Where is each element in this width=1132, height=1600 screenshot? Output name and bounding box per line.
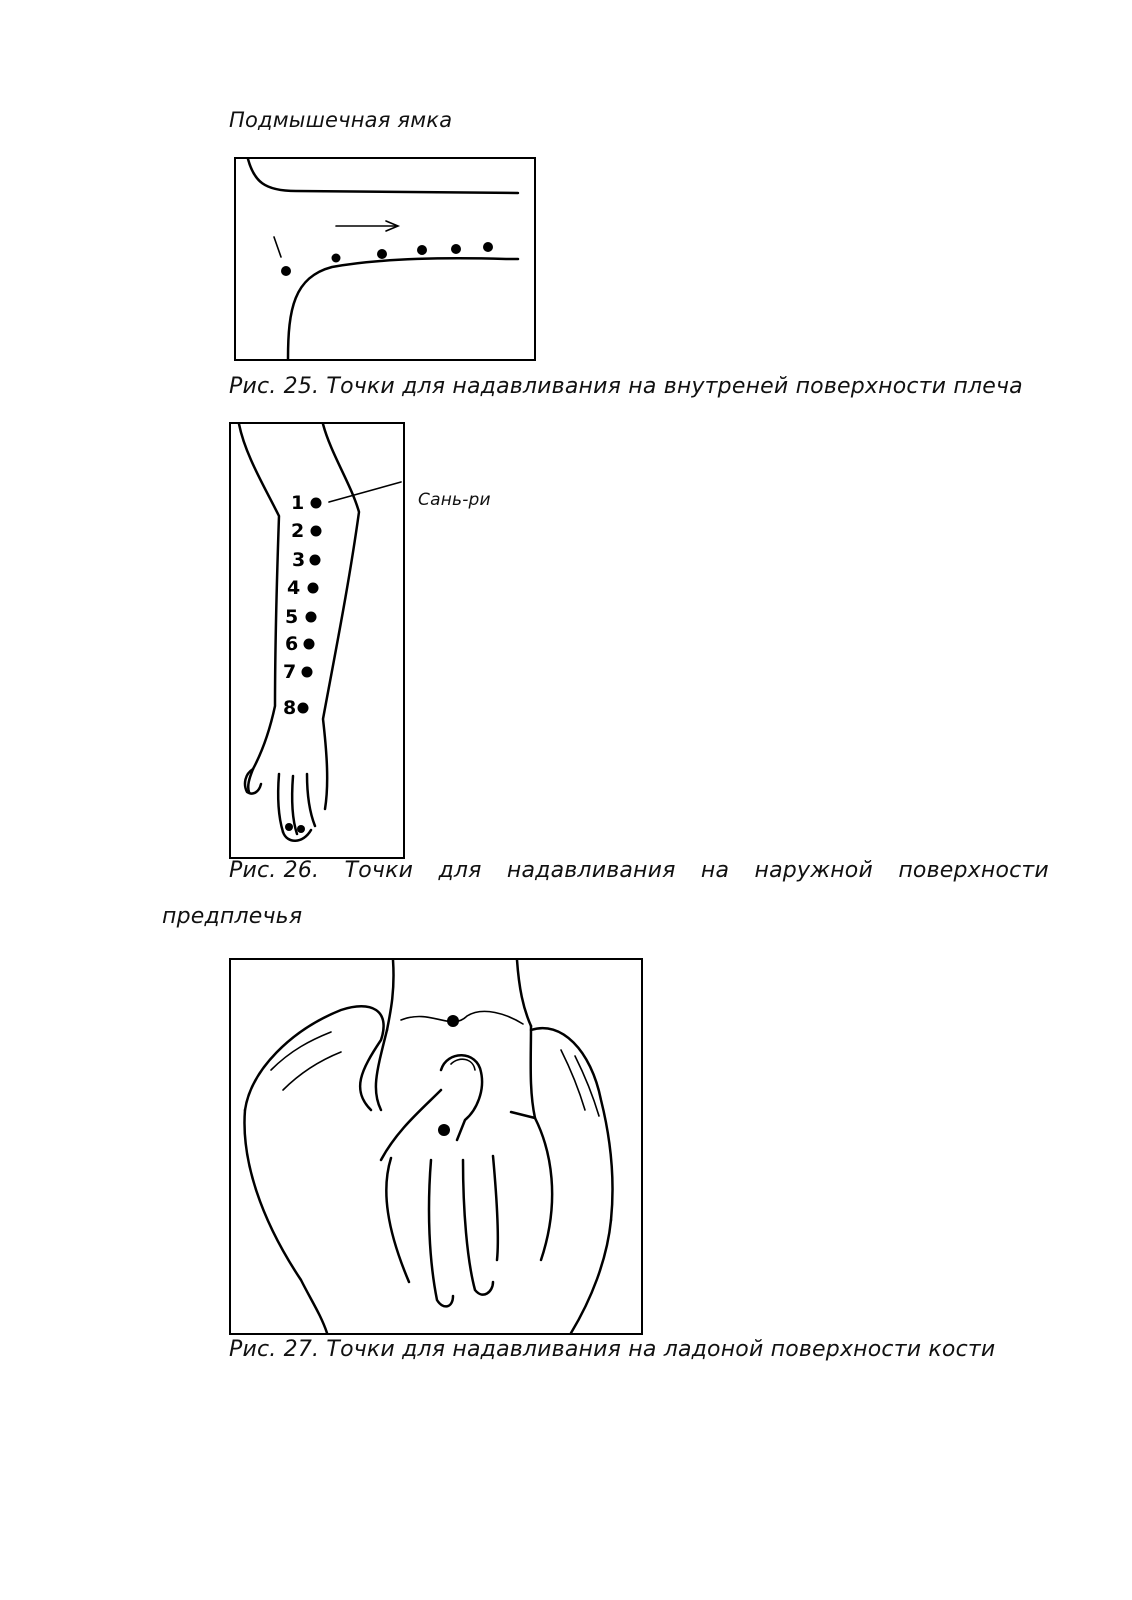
figure-26-drawing bbox=[231, 424, 403, 857]
forearm-left-contour bbox=[239, 424, 279, 792]
support-hand-right-outer bbox=[571, 1220, 611, 1333]
pressing-thumb-nail bbox=[451, 1059, 475, 1070]
figure-25-caption: Рис. 25. Точки для надавливания на внутреней поверхности плеча bbox=[229, 374, 1023, 399]
support-hand-right-inner bbox=[535, 1118, 552, 1260]
caption-word: для bbox=[438, 858, 482, 883]
finger-middle bbox=[429, 1160, 453, 1306]
pressure-point bbox=[417, 245, 427, 255]
support-hand-right-lines bbox=[561, 1050, 599, 1116]
point-7 bbox=[302, 667, 313, 678]
pressure-point bbox=[451, 244, 461, 254]
finger-ring bbox=[463, 1160, 493, 1295]
palm-right-edge bbox=[511, 1026, 535, 1118]
point-label-7: 7 bbox=[283, 661, 297, 683]
support-hand-right bbox=[531, 1028, 613, 1220]
figure-25-drawing bbox=[236, 159, 534, 359]
point-2 bbox=[311, 526, 322, 537]
pressure-point bbox=[438, 1124, 450, 1136]
point-1 bbox=[311, 498, 322, 509]
point-label-4: 4 bbox=[287, 577, 301, 599]
wrist-right bbox=[517, 960, 531, 1026]
palm-crease bbox=[401, 1011, 523, 1024]
finger-3 bbox=[307, 774, 315, 826]
finger-index bbox=[386, 1158, 409, 1282]
fingertip-nail bbox=[285, 823, 293, 831]
forearm-right-contour bbox=[323, 424, 359, 809]
fingertip-nail bbox=[297, 825, 305, 833]
point-label-6: 6 bbox=[285, 633, 299, 655]
caption-word: Точки bbox=[344, 858, 414, 883]
caption-word: надавливания bbox=[506, 858, 676, 883]
point-label-5: 5 bbox=[285, 606, 299, 628]
caption-word: наружной bbox=[754, 858, 873, 883]
figure-26-caption-line-2: предплечья bbox=[162, 904, 303, 929]
finger-2 bbox=[292, 776, 297, 834]
point-label-3: 3 bbox=[292, 549, 306, 571]
caption-word: на bbox=[700, 858, 730, 883]
pressure-point bbox=[281, 266, 291, 276]
arm-lower-contour bbox=[288, 258, 518, 359]
point-8 bbox=[298, 703, 309, 714]
point-4 bbox=[308, 583, 319, 594]
support-hand-left-lines bbox=[271, 1032, 341, 1090]
palm-left-edge bbox=[376, 1030, 387, 1110]
caption-word: Рис. 26. bbox=[229, 858, 320, 883]
point-3 bbox=[310, 555, 321, 566]
figure-26-caption bbox=[229, 858, 1049, 883]
point-label-8: 8 bbox=[283, 697, 297, 719]
thumb bbox=[245, 769, 261, 794]
pressure-point bbox=[377, 249, 387, 259]
arm-upper-contour bbox=[248, 159, 518, 193]
finger-little bbox=[493, 1156, 498, 1260]
lower-palm bbox=[381, 1090, 441, 1160]
callout-line bbox=[329, 482, 401, 502]
figure-27-caption: Рис. 27. Точки для надавливания на ладоной поверхности кости bbox=[229, 1337, 996, 1362]
figure-26-forearm bbox=[229, 422, 405, 859]
figure-25-inner-arm bbox=[234, 157, 536, 361]
pressure-point bbox=[332, 254, 341, 263]
figure-27-drawing bbox=[231, 960, 641, 1333]
point-label-2: 2 bbox=[291, 520, 305, 542]
finger-1 bbox=[278, 774, 283, 832]
point-label-1: 1 bbox=[291, 492, 305, 514]
support-hand-left bbox=[245, 1006, 384, 1110]
point-5 bbox=[306, 612, 317, 623]
axilla-marker-line bbox=[274, 237, 281, 257]
pressure-point bbox=[447, 1015, 459, 1027]
support-hand-left-outer bbox=[244, 1110, 327, 1333]
wrist-left bbox=[387, 960, 394, 1030]
pressure-point bbox=[483, 242, 493, 252]
caption-word: поверхности bbox=[898, 858, 1049, 883]
axilla-label: Подмышечная ямка bbox=[229, 108, 453, 132]
callout-label: Сань-ри bbox=[418, 490, 491, 510]
point-6 bbox=[304, 639, 315, 650]
figure-27-palm bbox=[229, 958, 643, 1335]
